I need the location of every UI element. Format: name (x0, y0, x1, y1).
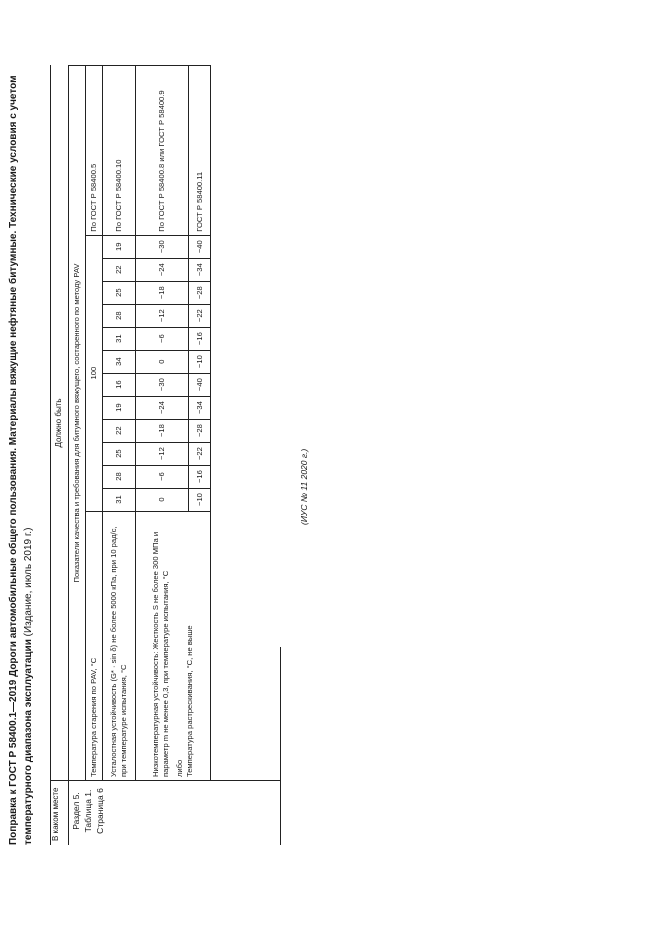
fatigue-value: 31 (103, 488, 136, 511)
location-table: Таблица 1. (83, 789, 93, 833)
fatigue-value: 28 (103, 304, 136, 327)
lowtemp-label: Низкотемпературная устойчивость: Жесткость S не более 300 МПа и параметр m не менее 0,3, при температуре испытания, °С (151, 531, 170, 777)
lowtemp-value: −18 (136, 281, 189, 304)
crack-standard: ГОСТ Р 58400.11 (189, 66, 211, 236)
crack-value: −16 (189, 465, 211, 488)
col-where-header: В каком месте (51, 787, 60, 841)
lowtemp-value: −12 (136, 304, 189, 327)
aging-temp-label: Температура старения по PAV, °С (86, 511, 103, 780)
lowtemp-row (136, 66, 189, 781)
or-label: либо (175, 759, 184, 777)
group-header-row (69, 66, 86, 781)
crack-value: −34 (189, 258, 211, 281)
table-bottom-rule (280, 647, 281, 845)
lowtemp-label-cell (136, 511, 211, 780)
lowtemp-value: 0 (136, 488, 189, 511)
fatigue-value: 25 (103, 281, 136, 304)
aging-temp-value: 100 (86, 235, 103, 511)
title-bold: Поправка к ГОСТ Р 58400.1—2019 Дороги автомобильные общего пользования. Материалы вяжущие нефтяные битумные. Технические условия с учетом температурного диапазона эксплуатации (8, 75, 34, 845)
crack-value: −10 (189, 350, 211, 373)
fatigue-value: 28 (103, 465, 136, 488)
location-section: Раздел 5. (71, 792, 81, 830)
crack-value: −28 (189, 419, 211, 442)
lowtemp-value: −24 (136, 258, 189, 281)
crack-value: −10 (189, 488, 211, 511)
requirements-table (68, 65, 211, 781)
crack-value: −40 (189, 235, 211, 258)
group-header: Показатели качества и требования для битумного вяжущего, состаренного по методу PAV (69, 66, 86, 781)
fatigue-value: 19 (103, 396, 136, 419)
lowtemp-value: −30 (136, 373, 189, 396)
location-text (70, 781, 106, 841)
fatigue-value: 31 (103, 327, 136, 350)
location-header-border (68, 781, 69, 845)
lowtemp-value: 0 (136, 350, 189, 373)
crack-value: −16 (189, 327, 211, 350)
fatigue-value: 16 (103, 373, 136, 396)
fatigue-value: 22 (103, 258, 136, 281)
fatigue-row (103, 66, 136, 781)
fatigue-label: Усталостная устойчивость (G* · sin δ) не более 5000 кПа, при 10 рад/с, при температуре испытания, °С (103, 511, 136, 780)
fatigue-value: 25 (103, 442, 136, 465)
crack-value: −34 (189, 396, 211, 419)
crack-value: −28 (189, 281, 211, 304)
lowtemp-value: −6 (136, 465, 189, 488)
location-page: Страница 6 (95, 788, 105, 834)
title-edition: (Издание, июль 2019 г.) (23, 527, 34, 637)
lowtemp-standard: По ГОСТ Р 58400.8 или ГОСТ Р 58400.9 (136, 66, 189, 236)
aging-temp-row (86, 66, 103, 781)
fatigue-value: 19 (103, 235, 136, 258)
ius-footer: (ИУС № 11 2020 г.) (299, 448, 309, 525)
fatigue-value: 34 (103, 350, 136, 373)
aging-temp-standard: По ГОСТ Р 58400.5 (86, 66, 103, 236)
lowtemp-value: −18 (136, 419, 189, 442)
lowtemp-value: −6 (136, 327, 189, 350)
col-should-header: Должно быть (54, 398, 63, 448)
crack-value: −22 (189, 304, 211, 327)
fatigue-value: 22 (103, 419, 136, 442)
amendment-title (6, 65, 36, 845)
lowtemp-value: −12 (136, 442, 189, 465)
crack-label: Температура растрескивания, °С, не выше (185, 625, 194, 777)
lowtemp-value: −30 (136, 235, 189, 258)
crack-value: −40 (189, 373, 211, 396)
crack-value: −22 (189, 442, 211, 465)
fatigue-standard: По ГОСТ Р 58400.10 (103, 66, 136, 236)
lowtemp-value: −24 (136, 396, 189, 419)
